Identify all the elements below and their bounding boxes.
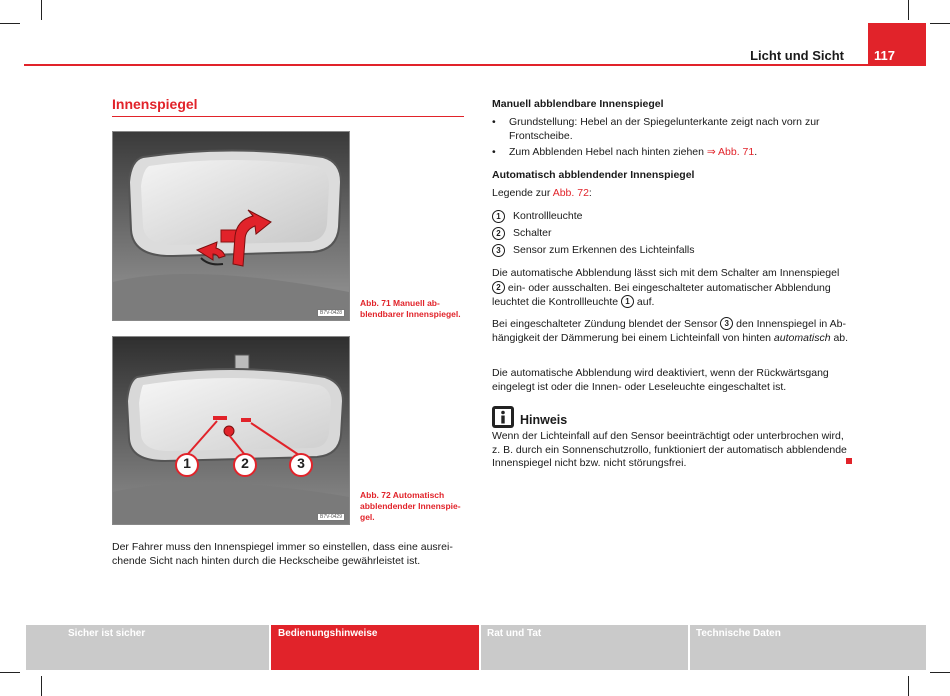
footer-tab-bedienung[interactable]: Bedienungshinweise: [271, 625, 479, 670]
text-run: auf.: [634, 296, 655, 308]
text-run: Die automatische Abblendung lässt sich mit dem Schalter am Innenspiegel: [492, 267, 840, 279]
page-number: 117: [868, 23, 926, 66]
auto-heading: Automatisch abblendender Innenspiegel: [492, 169, 695, 181]
section-end-marker: [846, 458, 852, 464]
figure-id-label: B7V-0429: [317, 513, 345, 521]
crop-mark: [930, 672, 950, 673]
auto-paragraph-2: [492, 317, 852, 345]
legend-suffix: :: [588, 187, 592, 199]
driver-adjust-paragraph: Der Fahrer muss den Innenspiegel immer so einstellen, dass eine ausreichende Sicht nach hinten durch die Heckscheibe gewährleistet ist.: [112, 541, 453, 567]
legend-number: 1: [492, 210, 505, 223]
text-run: ab.: [830, 331, 849, 344]
footer-tab-technik[interactable]: Technische Daten: [690, 625, 926, 670]
crop-mark: [930, 23, 950, 24]
legend-label: Sensor zum Erkennen des Lichteinfalls: [513, 244, 695, 256]
bullet-item: [492, 116, 869, 143]
marker-1: 1: [183, 455, 191, 471]
auto-paragraph-3: Die automatische Abblendung wird deaktiviert, wenn der Rückwärtsgang eingelegt ist oder die Innen- oder Leseleuchte eingeschaltet ist.: [492, 367, 829, 393]
legend-number: 3: [492, 244, 505, 257]
figure-manual-mirror: [112, 131, 350, 321]
header-rule: [24, 64, 926, 66]
auto-paragraph-1: [492, 267, 852, 310]
crop-mark: [41, 676, 42, 696]
legend-item: [492, 244, 695, 257]
figure-reference-link[interactable]: ⇒ Abb. 71: [706, 146, 755, 158]
section-rule: [112, 116, 464, 117]
marker-2: 2: [241, 455, 249, 471]
crop-mark: [0, 23, 20, 24]
inline-number: 3: [720, 317, 733, 330]
bullet-symbol: •: [492, 116, 496, 128]
figure-caption: Abb. 71 Manuell abblendbarer Innenspiegel.: [360, 298, 461, 319]
legend-item: [492, 210, 583, 223]
footer-tab-rat[interactable]: Rat und Tat: [481, 625, 688, 670]
figure-caption: Abb. 72 Automatisch abblendender Innenspiegel.: [360, 490, 461, 522]
note-title: Hinweis: [520, 413, 568, 427]
legend-intro: [492, 187, 852, 201]
footer-tab-sicher[interactable]: Sicher ist sicher: [26, 625, 269, 670]
crop-mark: [0, 672, 20, 673]
legend-number: 2: [492, 227, 505, 240]
bullet-item: [492, 146, 869, 160]
crop-mark: [41, 0, 42, 20]
figure-reference-link[interactable]: Abb. 72: [552, 187, 589, 199]
text-run: den Innenspiegel in Abhängigkeit der Dämmerung bei einem Lichteinfall von hinten: [492, 318, 846, 344]
crop-mark: [908, 0, 909, 20]
manual-heading: Manuell abblendbare Innenspiegel: [492, 98, 664, 110]
crop-mark: [908, 676, 909, 696]
text-run: Bei eingeschalteter Zündung blendet der Sensor: [492, 318, 721, 330]
legend-label: Schalter: [513, 227, 552, 239]
inline-number: 1: [621, 295, 634, 308]
auto-mirror-illustration: [113, 337, 349, 524]
marker-3: 3: [297, 455, 305, 471]
info-icon: [492, 406, 514, 428]
section-title: Innenspiegel: [112, 96, 198, 112]
figure-id-label: B7V-0428: [317, 309, 345, 317]
chapter-title: Licht und Sicht: [750, 48, 844, 63]
manual-mirror-illustration: [113, 132, 349, 320]
note-text: Wenn der Lichteinfall auf den Sensor beeinträchtigt oder unterbrochen wird, z. B. durch ein Sonnenschutzrollo, funktioniert der automatisch abblendende Innenspiegel nicht bzw. nicht störungsfrei.: [492, 430, 847, 469]
text-run-italic: automatisch: [773, 331, 831, 344]
figure-auto-mirror: [112, 336, 350, 525]
inline-number: 2: [492, 281, 505, 294]
bullet-text: Grundstellung: Hebel an der Spiegelunterkante zeigt nach vorn zur Frontscheibe.: [509, 116, 820, 142]
text-run: ein- oder ausschalten. Bei eingeschalteter automatischer Abblendung leuchtet die Kontrollleuchte: [492, 281, 831, 308]
legend-item: [492, 227, 552, 240]
bullet-symbol: •: [492, 146, 496, 158]
legend-prefix: Legende zur: [492, 187, 553, 199]
legend-label: Kontrollleuchte: [513, 210, 583, 222]
bullet-text: Zum Abblenden Hebel nach hinten ziehen: [509, 146, 707, 158]
bullet-end: .: [754, 146, 758, 158]
